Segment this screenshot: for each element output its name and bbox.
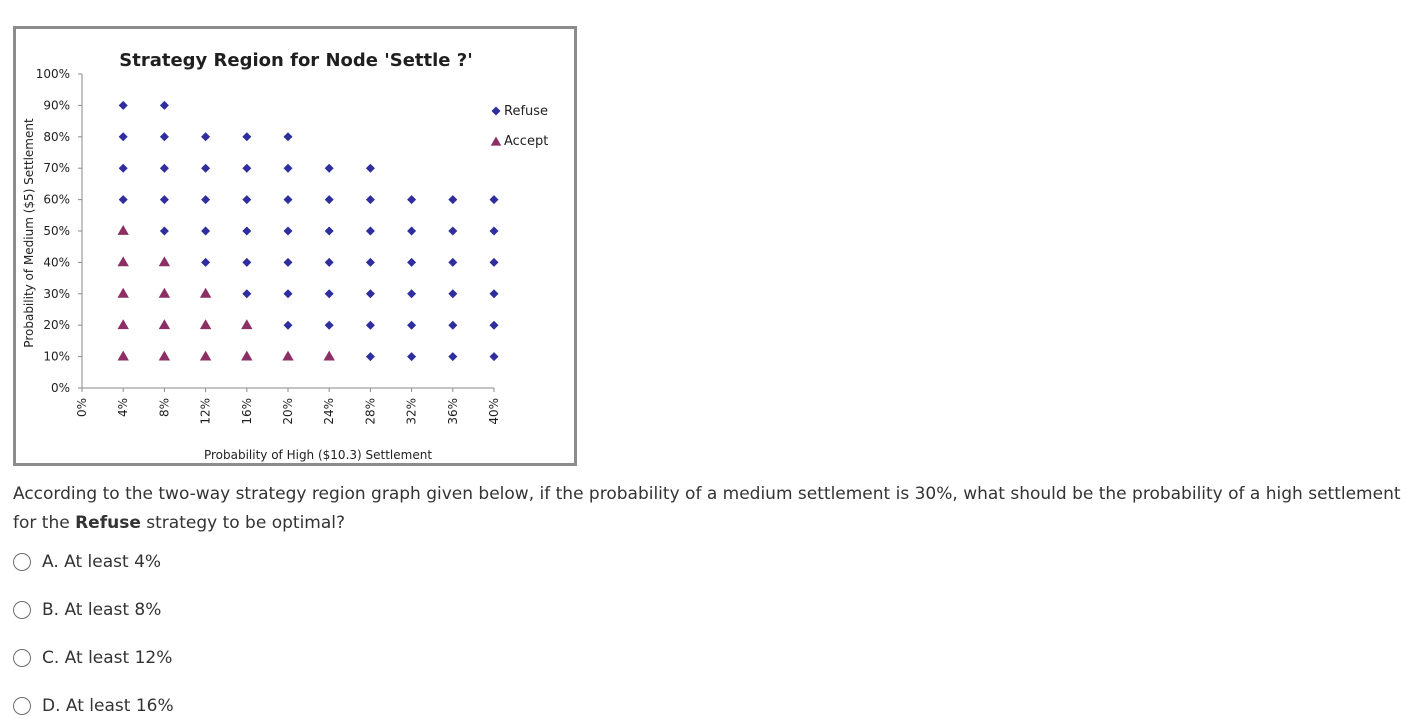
refuse-point xyxy=(490,227,499,236)
question-text-before: According to the two-way strategy region graph given below, if the probability of a medium settlement is 30%, what should be the probability of a high settlement for the xyxy=(13,484,1401,533)
y-tick-label: 0% xyxy=(50,381,70,395)
refuse-point xyxy=(407,289,416,298)
accept-point xyxy=(241,319,252,329)
x-tick-label: 28% xyxy=(363,398,378,425)
refuse-point xyxy=(119,195,128,204)
y-tick-label: 90% xyxy=(43,98,70,113)
question-bold-refuse: Refuse xyxy=(75,513,141,533)
refuse-point xyxy=(201,164,210,173)
accept-point xyxy=(159,319,170,329)
refuse-point xyxy=(284,195,293,204)
refuse-point xyxy=(119,132,128,141)
x-tick-label: 0% xyxy=(75,398,89,418)
legend xyxy=(491,104,549,149)
data-points xyxy=(118,101,499,361)
x-tick-label: 12% xyxy=(198,398,213,425)
x-tick-label: 24% xyxy=(322,398,337,425)
x-tick-label: 32% xyxy=(404,398,419,425)
legend-refuse-label: Refuse xyxy=(504,104,549,119)
x-tick-label: 16% xyxy=(239,398,254,425)
accept-point xyxy=(159,288,170,298)
accept-point xyxy=(200,351,211,361)
refuse-point xyxy=(242,195,251,204)
refuse-point xyxy=(160,101,169,110)
x-tick-labels xyxy=(75,398,501,425)
refuse-point xyxy=(284,227,293,236)
accept-point xyxy=(200,288,211,298)
refuse-point xyxy=(366,227,375,236)
legend-accept-marker xyxy=(491,137,501,146)
refuse-point xyxy=(325,227,334,236)
refuse-point xyxy=(366,258,375,267)
refuse-point xyxy=(448,227,457,236)
option-c[interactable] xyxy=(13,645,172,671)
y-tick-label: 60% xyxy=(43,192,70,207)
refuse-point xyxy=(325,195,334,204)
y-tick-labels xyxy=(36,67,70,395)
refuse-point xyxy=(366,321,375,330)
y-tick-label: 40% xyxy=(43,255,70,270)
accept-point xyxy=(118,319,129,329)
series-accept xyxy=(118,225,335,361)
option-d-radio[interactable] xyxy=(13,697,31,715)
refuse-point xyxy=(201,132,210,141)
refuse-point xyxy=(242,227,251,236)
legend-accept-label: Accept xyxy=(504,134,549,149)
refuse-point xyxy=(119,164,128,173)
refuse-point xyxy=(490,352,499,361)
refuse-point xyxy=(284,258,293,267)
question-text xyxy=(13,480,1413,538)
option-c-label: C. At least 12% xyxy=(42,648,173,668)
question-text-after: strategy to be optimal? xyxy=(140,513,346,533)
refuse-point xyxy=(284,132,293,141)
refuse-point xyxy=(448,195,457,204)
refuse-point xyxy=(490,258,499,267)
refuse-point xyxy=(325,164,334,173)
x-tick-label: 36% xyxy=(445,398,460,425)
x-axis-title: Probability of High ($10.3) Settlement xyxy=(203,448,433,462)
x-tick-label: 4% xyxy=(116,398,131,418)
option-d[interactable] xyxy=(13,693,174,719)
refuse-point xyxy=(448,289,457,298)
refuse-point xyxy=(448,352,457,361)
refuse-point xyxy=(366,164,375,173)
x-tick-label: 8% xyxy=(157,398,172,418)
y-axis-title: Probability of Medium ($5) Settlement xyxy=(22,118,36,348)
refuse-point xyxy=(407,195,416,204)
refuse-point xyxy=(242,258,251,267)
y-tick-label: 100% xyxy=(35,67,70,81)
y-tick-label: 20% xyxy=(43,318,70,333)
y-tick-label: 80% xyxy=(43,129,70,144)
refuse-point xyxy=(407,352,416,361)
y-tick-label: 50% xyxy=(43,224,70,238)
accept-point xyxy=(118,256,129,266)
y-tick-label: 10% xyxy=(43,349,70,364)
refuse-point xyxy=(366,195,375,204)
accept-point xyxy=(200,319,211,329)
refuse-point xyxy=(448,321,457,330)
refuse-point xyxy=(201,195,210,204)
option-a-radio[interactable] xyxy=(13,553,31,571)
accept-point xyxy=(159,256,170,266)
refuse-point xyxy=(366,352,375,361)
refuse-point xyxy=(490,195,499,204)
option-d-label: D. At least 16% xyxy=(42,696,174,716)
accept-point xyxy=(282,351,293,361)
y-tick-label: 70% xyxy=(43,161,70,176)
chart-frame xyxy=(13,26,577,466)
refuse-point xyxy=(325,289,334,298)
refuse-point xyxy=(284,321,293,330)
x-tick-label: 20% xyxy=(281,398,295,425)
option-a-label: A. At least 4% xyxy=(42,552,162,572)
chart-title: Strategy Region for Node 'Settle ?' xyxy=(119,50,473,71)
refuse-point xyxy=(242,289,251,298)
accept-point xyxy=(241,351,252,361)
accept-point xyxy=(118,288,129,298)
refuse-point xyxy=(407,227,416,236)
refuse-point xyxy=(448,258,457,267)
refuse-point xyxy=(160,164,169,173)
accept-point xyxy=(118,351,129,361)
refuse-point xyxy=(242,132,251,141)
refuse-point xyxy=(201,258,210,267)
refuse-point xyxy=(119,101,128,110)
option-b[interactable] xyxy=(13,597,161,623)
refuse-point xyxy=(490,289,499,298)
refuse-point xyxy=(160,227,169,236)
refuse-point xyxy=(325,321,334,330)
legend-refuse-marker xyxy=(492,107,501,116)
x-tick-label: 40% xyxy=(487,398,501,425)
refuse-point xyxy=(407,258,416,267)
refuse-point xyxy=(242,164,251,173)
refuse-point xyxy=(284,164,293,173)
refuse-point xyxy=(201,227,210,236)
refuse-point xyxy=(325,258,334,267)
refuse-point xyxy=(284,289,293,298)
refuse-point xyxy=(490,321,499,330)
option-b-label: B. At least 8% xyxy=(42,600,162,620)
refuse-point xyxy=(407,321,416,330)
accept-point xyxy=(324,351,335,361)
strategy-region-chart xyxy=(16,29,574,463)
refuse-point xyxy=(160,132,169,141)
accept-point xyxy=(118,225,129,235)
option-b-radio[interactable] xyxy=(13,601,31,619)
y-tick-label: 30% xyxy=(43,286,70,301)
refuse-point xyxy=(366,289,375,298)
option-a[interactable] xyxy=(13,549,161,575)
accept-point xyxy=(159,351,170,361)
option-c-radio[interactable] xyxy=(13,649,31,667)
series-refuse xyxy=(119,101,499,361)
refuse-point xyxy=(160,195,169,204)
